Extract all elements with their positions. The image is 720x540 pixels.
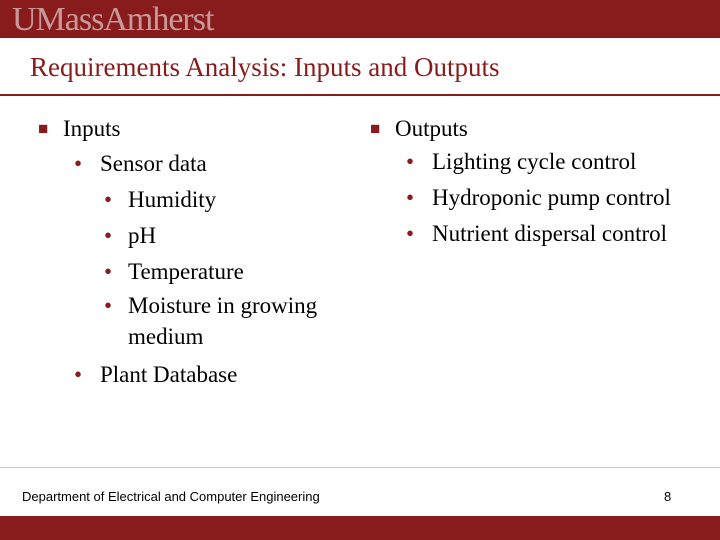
ph-label: pH [128, 223, 157, 248]
square-bullet-icon: ■ [38, 119, 49, 138]
department-name: Department of Electrical and Computer Engineering [22, 489, 320, 504]
dot-bullet-icon: • [104, 293, 113, 318]
inputs-column [38, 112, 358, 393]
list-item [38, 290, 358, 352]
moisture-label: Moisture in growing medium [128, 293, 318, 349]
dot-bullet-icon: • [406, 185, 415, 210]
dot-bullet-icon: • [74, 362, 83, 387]
header-bar [0, 0, 720, 38]
slide-title: Requirements Analysis: Inputs and Outputs [30, 52, 500, 82]
umass-amherst-logo: UMassAmherst [12, 1, 214, 38]
list-item [38, 182, 358, 218]
dot-bullet-icon: • [104, 187, 113, 212]
dot-bullet-icon: • [104, 259, 113, 284]
dot-bullet-icon: • [104, 223, 113, 248]
dot-bullet-icon: • [74, 151, 83, 176]
list-item [370, 218, 700, 249]
square-bullet-icon: ■ [370, 119, 381, 138]
inputs-heading-item [38, 112, 358, 146]
footer-divider [0, 467, 720, 468]
list-item [370, 146, 700, 177]
list-item [38, 218, 358, 254]
footer-bar [0, 516, 720, 540]
list-item [370, 182, 700, 213]
list-item [38, 357, 358, 393]
outputs-heading-item [370, 112, 700, 146]
page-number: 8 [664, 489, 672, 504]
list-item [38, 146, 358, 182]
title-divider [0, 94, 720, 96]
dot-bullet-icon: • [406, 149, 415, 174]
nutrient-dispersal-label: Nutrient dispersal control [432, 221, 668, 246]
plant-database-label: Plant Database [100, 362, 238, 387]
temperature-label: Temperature [128, 259, 244, 284]
humidity-label: Humidity [128, 187, 217, 212]
inputs-heading: Inputs [63, 116, 121, 141]
list-item [38, 254, 358, 290]
dot-bullet-icon: • [406, 221, 415, 246]
sensor-data-label: Sensor data [100, 151, 207, 176]
outputs-column [370, 112, 700, 254]
lighting-cycle-label: Lighting cycle control [432, 149, 637, 174]
hydroponic-pump-label: Hydroponic pump control [432, 185, 671, 210]
outputs-heading: Outputs [395, 116, 468, 141]
